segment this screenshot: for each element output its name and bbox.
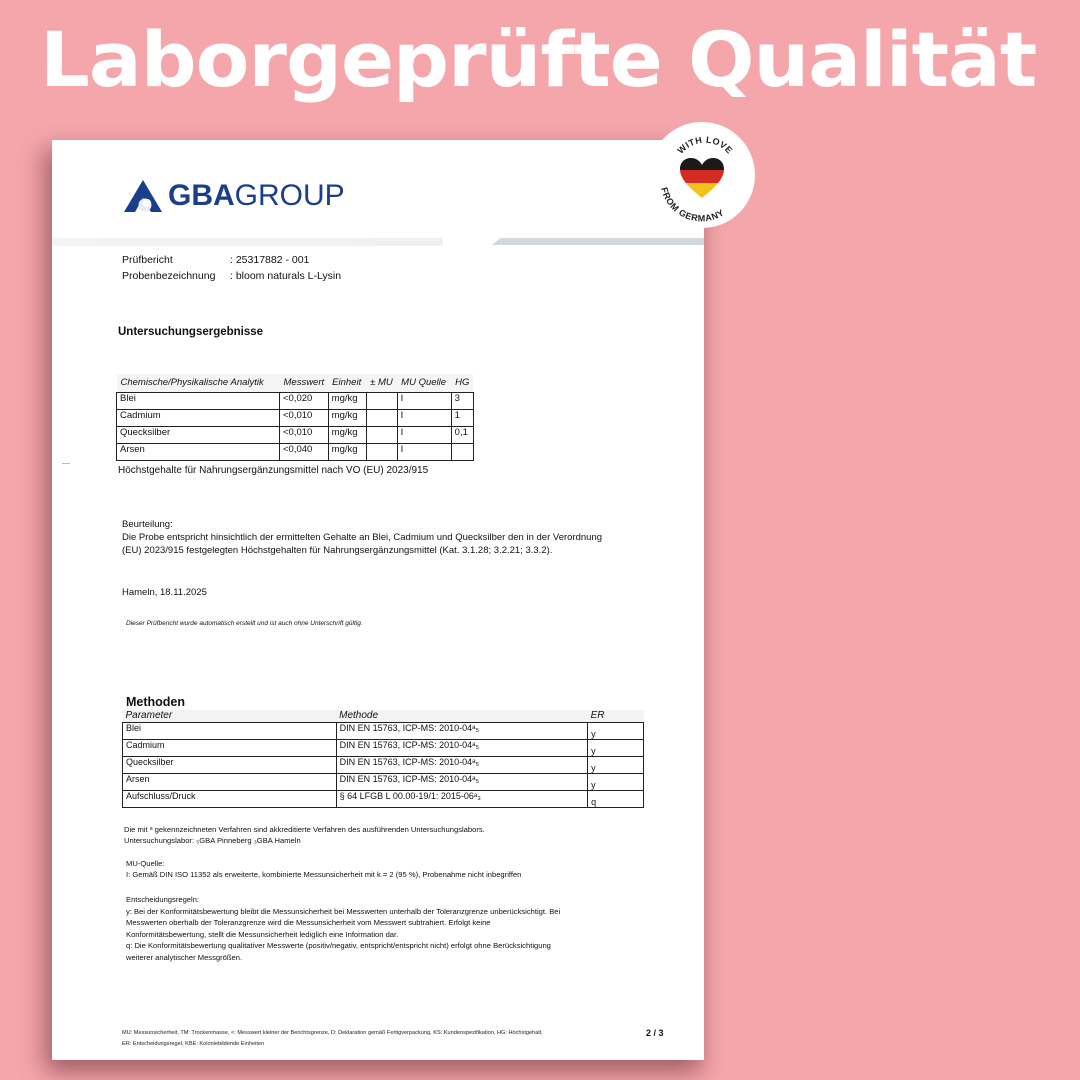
decision-rules-block: [126, 894, 560, 963]
svg-text:FROM GERMANY: FROM GERMANY: [659, 186, 726, 224]
mu-source-block: [126, 858, 521, 880]
cell: I: [397, 392, 451, 409]
cell: [366, 426, 397, 443]
table-row: [117, 426, 474, 443]
cell: mg/kg: [328, 392, 366, 409]
cell: Blei: [123, 722, 337, 739]
table-header-row: [117, 374, 474, 392]
column-header: MU Quelle: [397, 374, 451, 392]
table-row: [123, 773, 644, 790]
cell: Blei: [117, 392, 280, 409]
logo-group: GROUP: [234, 179, 345, 212]
methods-title: Methoden: [126, 695, 186, 709]
cell: q: [588, 790, 644, 807]
rules-text: Konformitätsbewertung, stellt die Messunsicherheit lediglich eine Information dar.: [126, 929, 399, 939]
cell: 0,1: [451, 426, 473, 443]
cell: <0,020: [280, 392, 329, 409]
cell: Arsen: [117, 443, 280, 460]
cell: Cadmium: [117, 409, 280, 426]
cell: DIN EN 15763, ICP-MS: 2010-04ᵃ₅: [336, 722, 587, 739]
lab-report-page: [52, 140, 704, 1060]
cell: I: [397, 409, 451, 426]
cell: <0,010: [280, 409, 329, 426]
accreditation-block: [124, 824, 485, 846]
cell: I: [397, 443, 451, 460]
table-row: [123, 756, 644, 773]
rules-label: Entscheidungsregeln:: [126, 895, 200, 904]
germany-flag-heart-icon: [649, 122, 755, 228]
mu-source-label: MU-Quelle:: [126, 859, 165, 868]
cell: mg/kg: [328, 443, 366, 460]
meta-value: : 25317882 - 001: [230, 254, 310, 266]
cell: DIN EN 15763, ICP-MS: 2010-04ᵃ₅: [336, 773, 587, 790]
footer-text: ER: Entscheidungsregel, KBE: Koloniebildende Einheiten: [122, 1041, 265, 1047]
footer-abbreviations: [122, 1028, 543, 1050]
cell: mg/kg: [328, 426, 366, 443]
assessment-label: Beurteilung:: [122, 519, 173, 530]
assessment-text: Die Probe entspricht hinsichtlich der ermittelten Gehalte an Blei, Cadmium und Quecksilber den in der Verordnung: [122, 532, 603, 543]
cell: y: [588, 739, 644, 756]
column-header: Messwert: [280, 374, 329, 392]
cell: DIN EN 15763, ICP-MS: 2010-04ᵃ₅: [336, 756, 587, 773]
cell: § 64 LFGB L 00.00-19/1: 2015-06ᵃ₃: [336, 790, 587, 807]
methods-table: [122, 710, 644, 808]
headline: Laborgeprüfte Qualität: [40, 15, 1037, 104]
cell: DIN EN 15763, ICP-MS: 2010-04ᵃ₅: [336, 739, 587, 756]
accredited-note: Die mit ᵃ gekennzeichneten Verfahren sind akkreditierte Verfahren des ausführenden Untersuchungslabors.: [124, 825, 485, 834]
logo-gba: GBA: [168, 179, 235, 212]
cell: y: [588, 773, 644, 790]
table-row: [117, 443, 474, 460]
column-header: HG: [451, 374, 473, 392]
table-row: [117, 409, 474, 426]
margin-mark: [62, 463, 70, 464]
assessment-text: (EU) 2023/915 festgelegten Höchstgehalten für Nahrungsergänzungsmittel (Kat. 3.1.28; 3.2.21; 3.3.2).: [122, 545, 553, 556]
rules-text: Messwerten oberhalb der Toleranzgrenze wird die Messunsicherheit vom Messwert subtrahiert. Erfolgt keine: [126, 918, 491, 927]
table-row: [123, 739, 644, 756]
column-header: Einheit: [328, 374, 366, 392]
mu-source-text: I: Gemäß DIN ISO 11352 als erweiterte, kombinierte Messunsicherheit mit k = 2 (95 %), Probenahme nicht inbegriffen: [126, 870, 522, 879]
cell: Quecksilber: [117, 426, 280, 443]
cell: mg/kg: [328, 409, 366, 426]
cell: I: [397, 426, 451, 443]
meta-row-sample: [122, 268, 341, 284]
column-header: Methode: [336, 710, 587, 722]
results-table: [116, 374, 474, 461]
table-header-row: [123, 710, 644, 722]
column-header: Parameter: [123, 710, 337, 722]
report-meta: [122, 252, 341, 284]
labs-note: Untersuchungslabor: ₅GBA Pinneberg ₃GBA Hameln: [124, 836, 301, 845]
column-header: ER: [588, 710, 644, 722]
cell: <0,040: [280, 443, 329, 460]
auto-generated-note: Dieser Prüfbericht wurde automatisch erstellt und ist auch ohne Unterschrift gültig.: [126, 620, 363, 627]
assessment-block: [122, 518, 602, 557]
meta-label: Probenbezeichnung: [122, 270, 216, 282]
meta-row-report-no: [122, 252, 341, 268]
meta-label: Prüfbericht: [122, 254, 173, 266]
cell: Aufschluss/Druck: [123, 790, 337, 807]
gba-triangle-icon: [124, 180, 162, 212]
results-title: Untersuchungsergebnisse: [118, 326, 264, 338]
cell: [366, 409, 397, 426]
rules-text: y: Bei der Konformitätsbewertung bleibt die Messunsicherheit bei Messwerten unterhalb der Toleranzgrenze unberücksichtigt. Bei: [126, 906, 561, 916]
header-band-accent: [492, 238, 704, 245]
table-row: [123, 790, 644, 807]
cell: [451, 443, 473, 460]
page-number: 2 / 3: [646, 1028, 664, 1038]
svg-text:WITH LOVE: WITH LOVE: [675, 134, 735, 156]
cell: [366, 443, 397, 460]
cell: y: [588, 722, 644, 739]
rules-text: q: Die Konformitätsbewertung qualitativer Messwerte (positiv/negativ, entspricht/entspricht nicht) erfolgt ohne Berücksichtigung: [126, 941, 551, 950]
column-header: ± MU: [366, 374, 397, 392]
table-row: [123, 722, 644, 739]
cell: Quecksilber: [123, 756, 337, 773]
cell: y: [588, 756, 644, 773]
cell: Arsen: [123, 773, 337, 790]
table-row: [117, 392, 474, 409]
place-date: Hameln, 18.11.2025: [122, 587, 207, 598]
hg-note: Höchstgehalte für Nahrungsergänzungsmittel nach VO (EU) 2023/915: [118, 465, 429, 476]
meta-value: : bloom naturals L-Lysin: [230, 270, 342, 282]
cell: <0,010: [280, 426, 329, 443]
rules-text: weiterer analytischer Messgrößen.: [126, 952, 243, 962]
cell: 1: [451, 409, 473, 426]
logo-wordmark: [168, 181, 345, 211]
cell: 3: [451, 392, 473, 409]
with-love-from-germany-badge: [649, 122, 755, 228]
cell: [366, 392, 397, 409]
cell: Cadmium: [123, 739, 337, 756]
footer-text: MU: Messunsicherheit, TM: Trockenmasse, <: Messwert kleiner der Berichtsgrenze, D: Deklaration gemäß Fertigverpackung, KS: Kundenspezifikation, HG: Höchstgehalt,: [122, 1030, 543, 1036]
column-header: Chemische/Physikalische Analytik: [117, 374, 280, 392]
gba-group-logo: [124, 180, 345, 212]
